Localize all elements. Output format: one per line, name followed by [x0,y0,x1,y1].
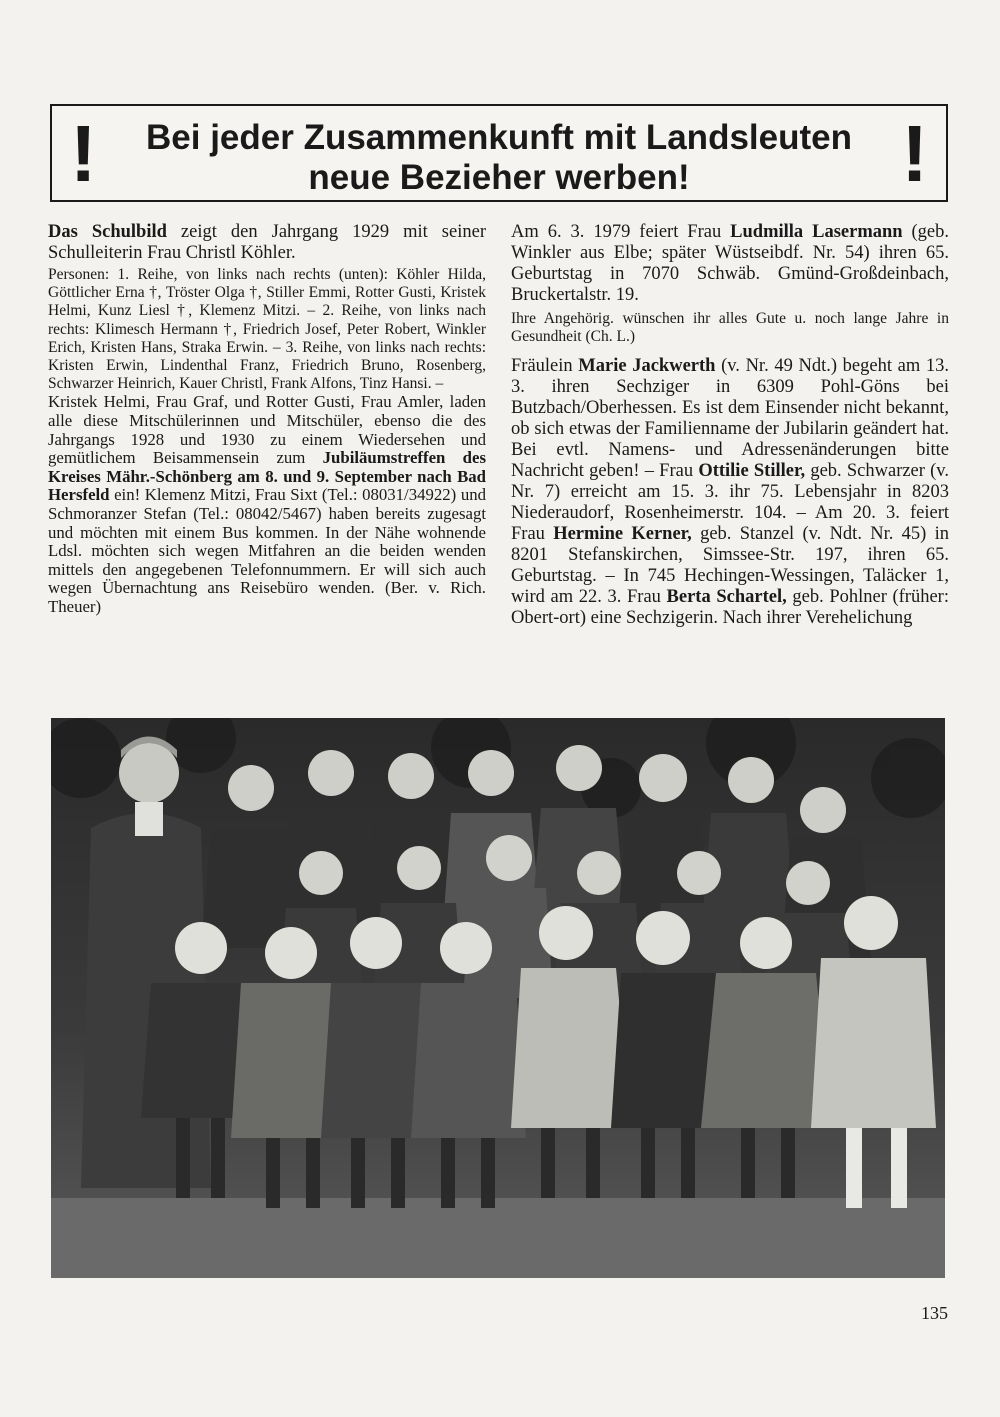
p2-text-c: geb. Schwarzer (v. Nr. 7) erreicht am 15. 3. ihr 75. Lebensjahr in 8203 Niederaudorf, Rosenheimerstr. 104. – Am 20. 3. feiert Frau [511,461,949,544]
p2-text-a: Fräulein [511,356,579,376]
schulbild-title: Das Schulbild [48,222,167,242]
right-column [511,222,949,629]
p2-text-d: geb. Stanzel (v. Ndt. Nr. 45) in 8201 Stefanskirchen, Simssee-Str. 197, ihren 65. Geburtstag. – In 745 Hechingen-Wessingen, Taläcker 1, wird am 22. 3. Frau [511,524,949,607]
exclamation-right: ! [901,109,928,198]
persons-list: Personen: 1. Reihe, von links nach rechts (unten): Köhler Hilda, Göttlicher Erna †, Tröster Olga †, Stiller Emmi, Rotter Gusti, Kristek Helmi, Kunz Liesl †, Klemenz Mitzi. – 2. Reihe, von links nach rechts: Klimesch Hermann †, Friedrich Josef, Peter Robert, Winkler Erich, Kristen Hans, Straka Erwin. – 3. Reihe, von links nach rechts: Kristen Erwin, Lindenthal Franz, Friedrich Bruno, Rosenberg, Schwarzer Heinrich, Kauer Christl, Frank Alfons, Tinz Hansi. – [48,266,486,393]
family-wishes: Ihre Angehörig. wünschen ihr alles Gute u. noch lange Jahre in Gesundheit (Ch. L.) [511,310,949,345]
schulbild-intro [48,222,486,264]
class-photo [51,718,945,1278]
invitation-paragraph [48,393,486,616]
banner-box [50,104,948,202]
p2-text-e: geb. Pohlner (früher: Obert-ort) eine Sechzigerin. Nach ihrer Verehelichung [511,587,949,628]
p2-name-jackwerth: Marie Jackwerth [578,356,716,376]
p1-text-a: Am 6. 3. 1979 feiert Frau [511,222,731,242]
banner-line-1: Bei jeder Zusammenkunft mit Landsleuten [146,118,852,157]
p2-name-kerner: Hermine Kerner, [553,524,692,544]
invitation-text-b: ein! Klemenz Mitzi, Frau Sixt (Tel.: 08031/34922) und Schmoranzer Stefan (Tel.: 08042/5467) haben bereits zugesagt und möchten mit einem Bus kommen. In der Nähe wohnende Ldsl. möchten sich wegen Mitfahren an die beiden wenden mittels den angegebenen Telefonnummern. Er will sich auch wegen Übernachtung ans Reisebüro wenden. (Ber. v. Rich. Theuer) [48,485,486,616]
p1-text-b: (geb. Winkler aus Elbe; später Wüstseibdf. Nr. 54) ihren 65. Geburtstag in 7070 Schwäb. Gmünd-Großdeinbach, Bruckertalstr. 19. [511,222,950,305]
p1-name: Ludmilla Lasermann [730,222,903,242]
page-number: 135 [921,1303,948,1323]
invitation-event: Jubiläumstreffen des Kreises Mähr.-Schönberg am 8. und 9. September nach Bad Hersfeld [48,448,486,505]
invitation-text-a: Kristek Helmi, Frau Graf, und Rotter Gusti, Frau Amler, laden alle diese Mitschülerinnen und Mitschüler, ebenso die des Jahrgangs 1928 und 1930 zu einem Wiedersehen und gemütlichem Beisammensein zum [48,392,486,468]
left-column [48,222,486,617]
p2-name-schartel: Berta Schartel, [666,587,787,607]
p2-text-b: (v. Nr. 49 Ndt.) begeht am 13. 3. ihren Sechziger in 6309 Pohl-Göns bei Butzbach/Oberhessen. Es ist dem Einsender nicht bekannt, ob sich etwas der Familienname der Jubilarin geändert hat. Bei evtl. Namens- und Adressenänderungen bitte Nachricht geben! – Frau [511,356,949,481]
banner-line-2: neue Bezieher werben! [308,158,690,197]
birthday-lasermann [511,222,949,306]
birthday-announcements [511,356,949,629]
exclamation-left: ! [70,109,97,198]
p2-name-stiller: Ottilie Stiller, [698,461,806,481]
schulbild-text: zeigt den Jahrgang 1929 mit seiner Schulleiterin Frau Christl Köhler. [48,222,486,263]
